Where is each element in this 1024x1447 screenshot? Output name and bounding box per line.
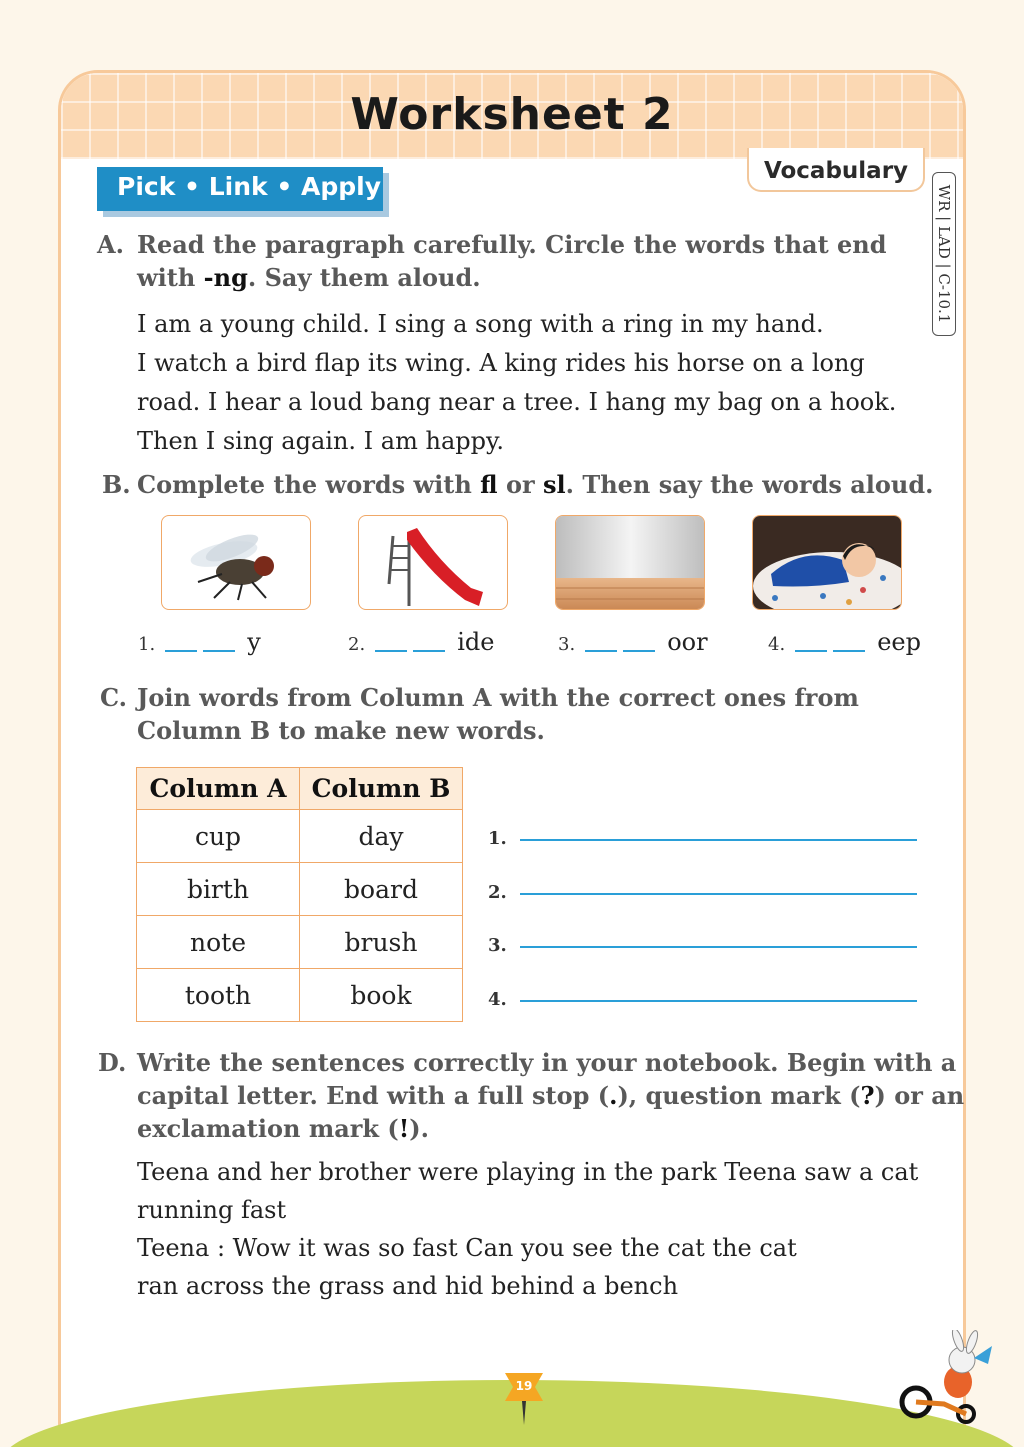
table-row: birth board <box>137 863 463 916</box>
page-number-marker <box>505 1373 543 1429</box>
section-d-letter: D. <box>98 1048 127 1077</box>
fill-blank-2[interactable]: 2. ide <box>348 628 495 656</box>
section-c-letter: C. <box>100 683 128 712</box>
answer-line-3[interactable]: 3. <box>488 935 507 956</box>
section-d-sentences <box>137 1153 918 1305</box>
section-a-instruction: A. Read the paragraph carefully. Circle the words that end with -ng. Say them aloud. <box>97 230 887 292</box>
sentence-line: running fast <box>137 1196 287 1224</box>
paragraph-line: I watch a bird flap its wing. A king rides his horse on a long <box>137 349 865 377</box>
column-b-header: Column B <box>300 768 463 810</box>
table-row: note brush <box>137 916 463 969</box>
sentence-line: Teena and her brother were playing in the park Teena saw a cat <box>137 1158 919 1186</box>
sleeping-child-icon <box>752 515 902 610</box>
paragraph-line: I am a young child. I sing a song with a ring in my hand. <box>137 310 824 338</box>
sentence-line: Teena : Wow it was so fast Can you see the cat the cat <box>137 1234 797 1262</box>
fill-blank-4[interactable]: 4. eep <box>768 628 921 656</box>
column-a-header: Column A <box>137 768 300 810</box>
page-title: Worksheet 2 <box>350 89 674 140</box>
fill-blank-1[interactable]: 1. y <box>138 628 261 656</box>
fly-icon <box>161 515 311 610</box>
slide-icon <box>358 515 508 610</box>
section-c-instruction: C. Join words from Column A with the correct ones from Column B to make new words. <box>100 683 859 745</box>
word-columns-table <box>136 767 463 1022</box>
fill-blank-3[interactable]: 3. oor <box>558 628 708 656</box>
sentence-line: ran across the grass and hid behind a bench <box>137 1272 679 1300</box>
curriculum-code: WR | LAD | C-10.1 <box>932 172 956 336</box>
page-number: 19 <box>515 1379 533 1393</box>
floor-icon <box>555 515 705 610</box>
section-a-paragraph <box>137 305 896 461</box>
bunny-cyclist-icon <box>896 1330 996 1430</box>
section-b-letter: B. <box>102 470 131 499</box>
answer-line-1[interactable]: 1. <box>488 828 507 849</box>
section-badge: Pick • Link • Apply <box>97 167 383 211</box>
paragraph-line: road. I hear a loud bang near a tree. I hang my bag on a hook. <box>137 388 897 416</box>
table-row: cup day <box>137 810 463 863</box>
table-row: tooth book <box>137 969 463 1022</box>
section-a-letter: A. <box>97 230 124 259</box>
answer-line-2[interactable]: 2. <box>488 882 507 903</box>
section-b-instruction: B. Complete the words with fl or sl. Then say the words aloud. <box>102 470 934 499</box>
answer-line-4[interactable]: 4. <box>488 989 507 1010</box>
category-tab: Vocabulary <box>747 148 925 192</box>
table-header-row <box>137 768 463 810</box>
paragraph-line: Then I sing again. I am happy. <box>137 427 504 455</box>
section-d-instruction: D. Write the sentences correctly in your notebook. Begin with a capital letter. End with a full stop (.), question mark (?) or an exclamation mark (!). <box>98 1048 965 1143</box>
